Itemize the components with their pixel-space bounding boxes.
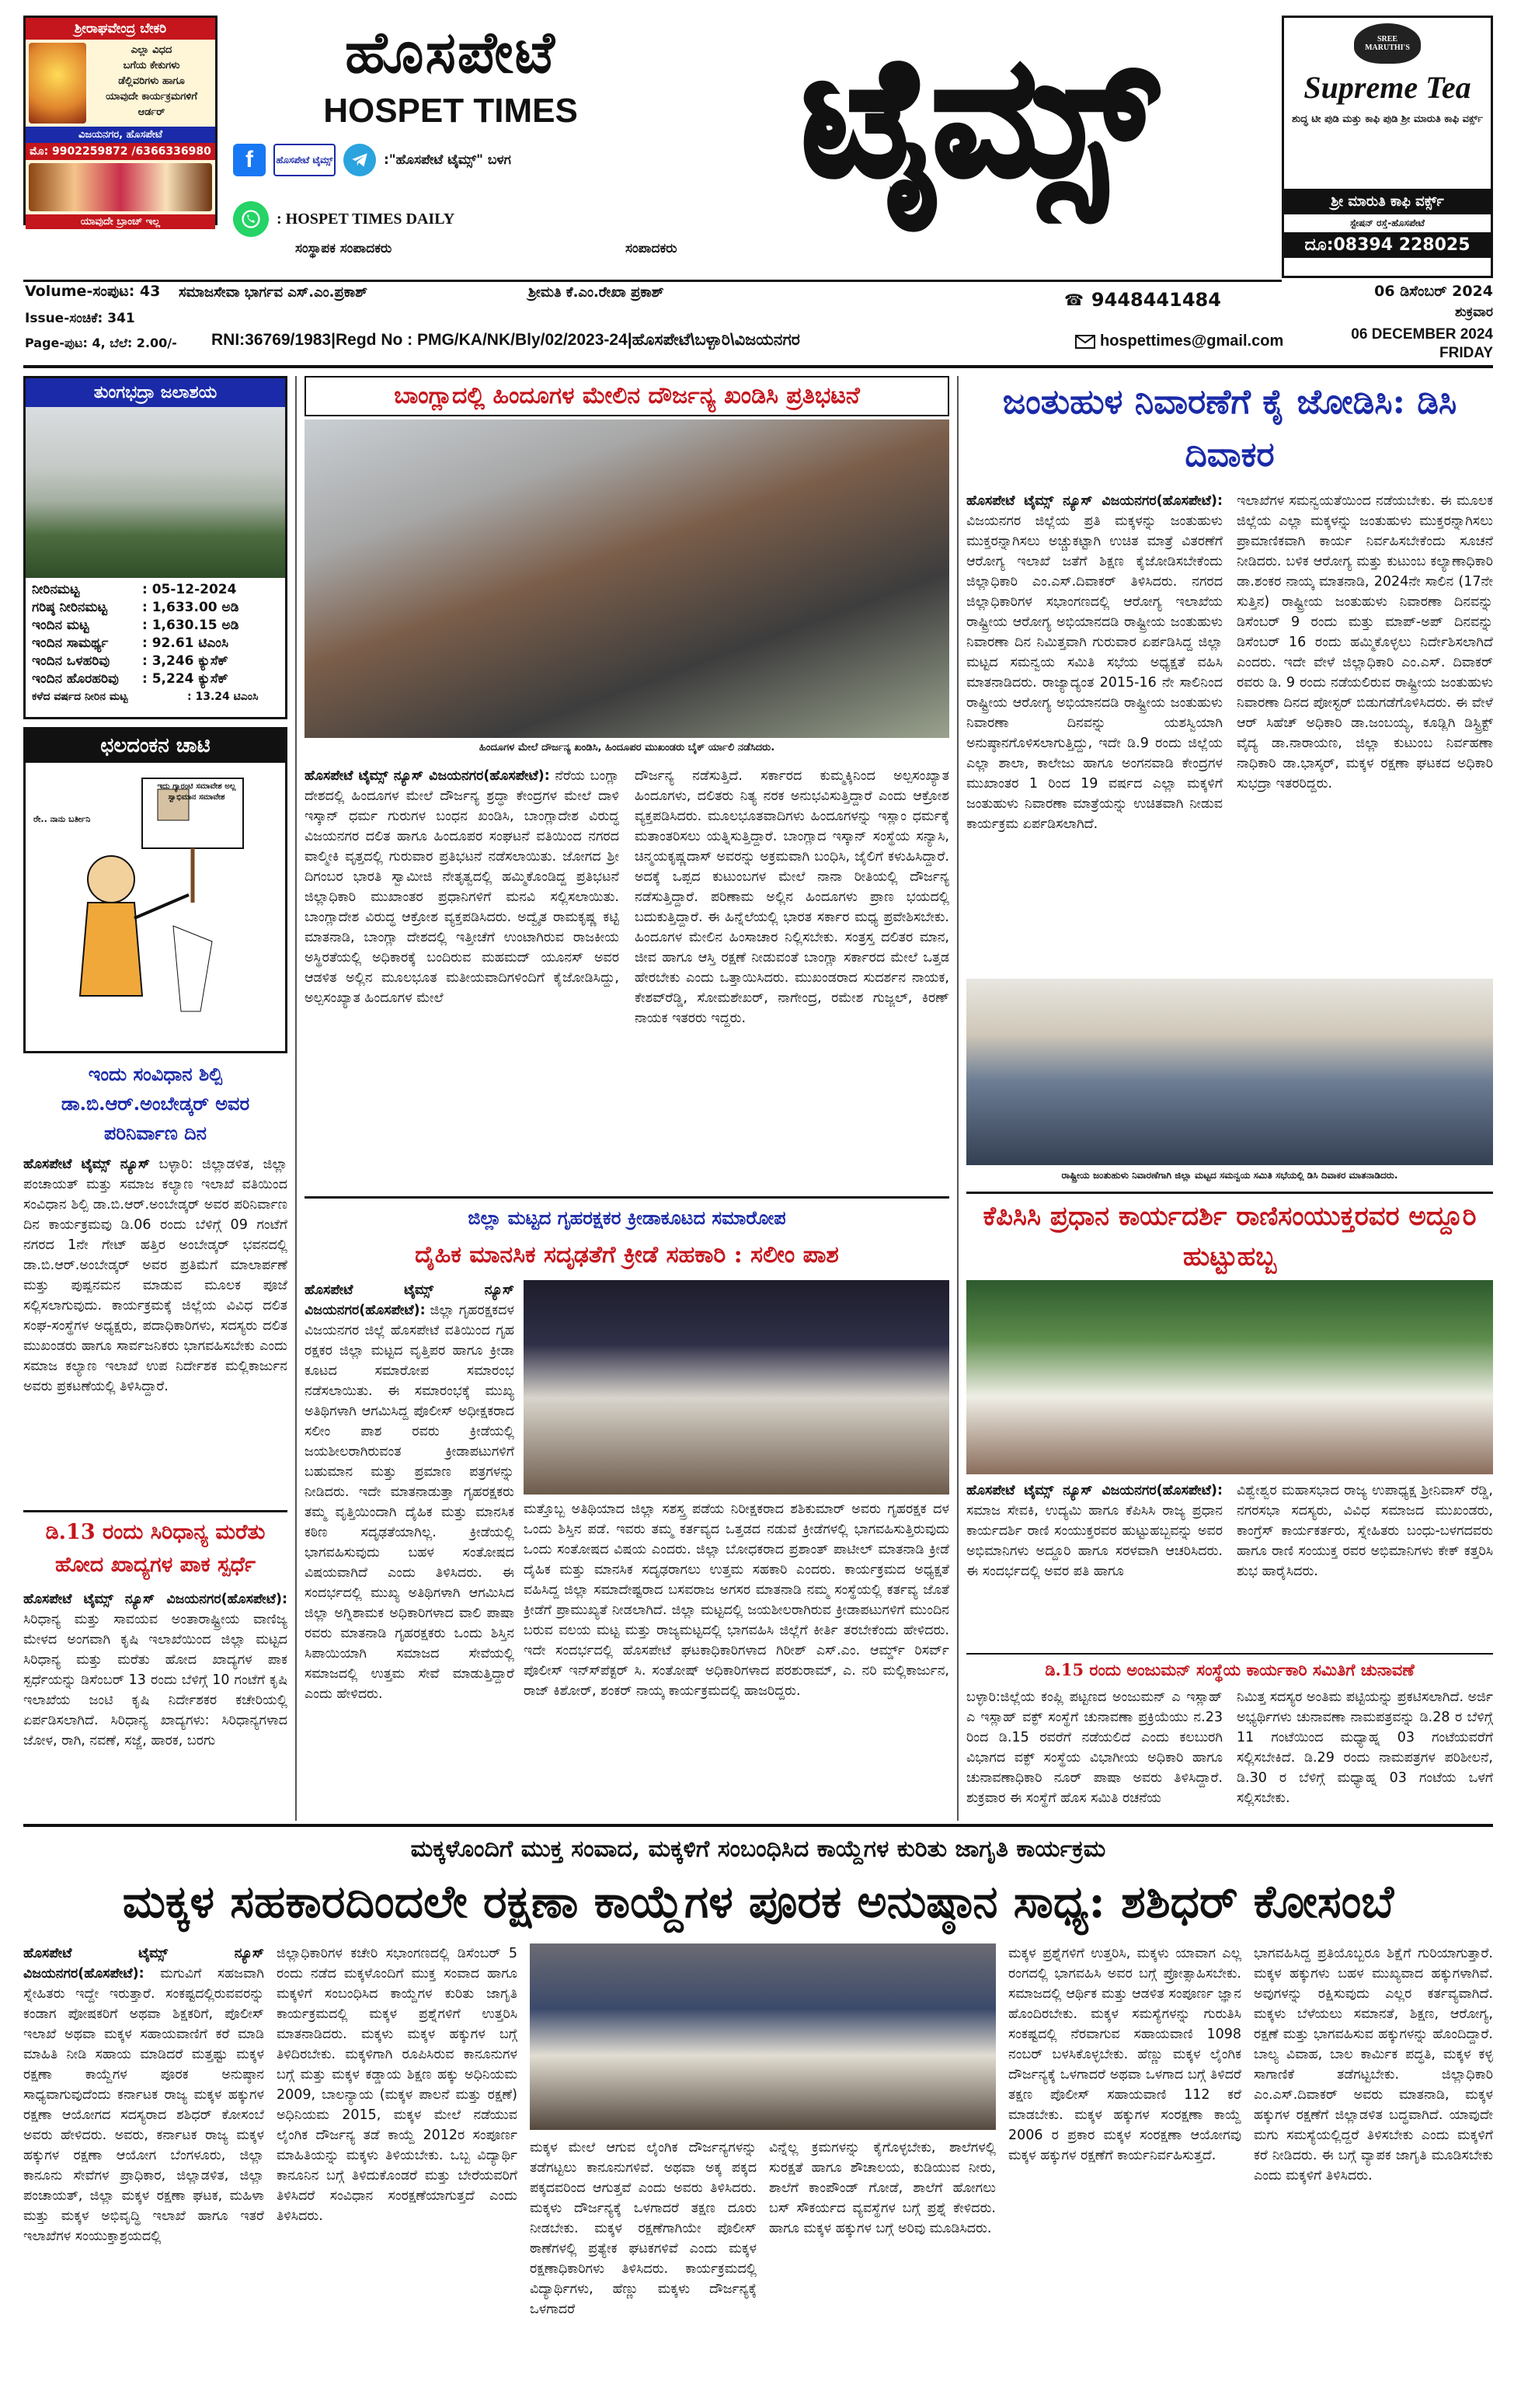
cartoon-credit: ರೇ.. ನಾನು ಬರ್ತೀನಿ: [33, 814, 91, 824]
lead-top-rule: [23, 1824, 1493, 1827]
col-divider-2: [957, 376, 959, 1821]
ad-tea: [1282, 16, 1493, 278]
editor-name: ಶ್ರೀಮತಿ ಕೆ.ಎಂ.ರೇಖಾ ಪ್ರಕಾಶ್: [528, 284, 664, 301]
ad-tea-tagline: ಶುದ್ಧ ಟೀ ಪುಡಿ ಮತ್ತು ಕಾಫಿ ಪುಡಿ ಶ್ರೀ ಮಾರುತಿ ಕಾಫಿ ವರ್ಕ್ಸ್: [1292, 113, 1483, 125]
social-row: [233, 140, 684, 180]
millets-text: ಸಿರಿಧಾನ್ಯ ಮತ್ತು ಸಾವಯವ ಅಂತಾರಾಷ್ಟ್ರೀಯ ವಾಣಿಜ್ಯ ಮೇಳದ ಅಂಗವಾಗಿ ಕೃಷಿ ಇಲಾಖೆಯಿಂದ ಜಿಲ್ಲಾ ಮಟ್ಟದ ಸಿರಿಧಾನ್ಯ ಮತ್ತು ಮರೆತು ಹೋದ ಖಾದ್ಯಗಳ ಪಾಕ ಸ್ಪರ್ಧೆಯನ್ನು ಡಿಸೆಂಬರ್ 13 ರಂದು ಬೆಳಿಗ್ಗೆ 10 ಗಂಟೆಗೆ ಕೃಷಿ ಇಲಾಖೆಯ ಜಂಟಿ ಕೃಷಿ ನಿರ್ದೇಶಕರ ಕಚೇರಿಯಲ್ಲಿ ಏರ್ಪಡಿಸಲಾಗಿದೆ. ಸಿರಿಧಾನ್ಯ ಖಾದ್ಯಗಳು: ಸಿರಿಧಾನ್ಯಗಳಾದ ಜೋಳ, ರಾಗಿ, ನವಣೆ, ಸಜ್ಜೆ, ಹಾರಕ, ಬರಗು: [23, 1612, 287, 1749]
email-address[interactable]: hospettimes@gmail.com: [1100, 332, 1284, 350]
dam-row: ಗರಿಷ್ಠ ನೀರಿನಮಟ್ಟ : 1,633.00 ಅಡಿ: [32, 600, 239, 615]
cartoon-bubble: ಇದು ಗ್ಯಾರಂಟಿ ಸಮಾವೇಶ ಅಲ್ಲ ಸ್ವಾಭಿಮಾನ ಸಮಾವೇಶ: [157, 782, 236, 802]
lead-photo: [530, 1943, 996, 2130]
ad-bakery-line: ಬಗೆಯ ಕೇಕುಗಳು: [123, 60, 180, 71]
facebook-icon[interactable]: f: [233, 144, 266, 176]
homeguards-col2: ಮತ್ತೊಬ್ಬ ಅತಿಥಿಯಾದ ಜಿಲ್ಲಾ ಸಶಸ್ತ್ರ ಪಡೆಯ ನಿರೀಕ್ಷಕರಾದ ಶಶಿಕುಮಾರ್ ಅವರು ಗೃಹರಕ್ಷಕ ದಳ ಒಂದು ಶಿಸ್ತಿನ ಪಡೆ. ಇವರು ತಮ್ಮ ಕರ್ತವ್ಯದ ಒತ್ತಡದ ನಡುವೆ ಕ್ರೀಡೆಗಳಲ್ಲಿ ಭಾಗವಹಿಸುತ್ತಿರುವುದು ಒಂದು ಸಂತೋಷದ ವಿಷಯ ಎಂದರು. ಜಿಲ್ಲಾ ಬೋಧಕರಾದ ಪ್ರಶಾಂತ್ ಪಾಟೀಲ್ ಮಾತನಾಡಿ ಕ್ರೀಡೆ ದೈಹಿಕ ಮತ್ತು ಮಾನಸಿಕ ಸದೃಢರಾಗಲು ಉತ್ತಮ ಸಹಕಾರಿ ಎಂದರು. ಕಾರ್ಯಕ್ರಮದ ಅಧ್ಯಕ್ಷತೆ ವಹಿಸಿದ್ದ ಜಿಲ್ಲಾ ಸಮಾದೇಷ್ಟರಾದ ಬಸವರಾಜ ಅಗಸರ ಮಾತನಾಡಿ ನಮ್ಮ ಸಂಸ್ಥೆಯಲ್ಲಿ ಕರ್ತವ್ಯ ಜೊತೆ ಕ್ರೀಡೆಗೆ ಪ್ರಾಮುಖ್ಯತೆ ನೀಡಲಾಗಿದೆ. ಜಿಲ್ಲಾ ಮಟ್ಟದಲ್ಲಿ ಜಯಶೀಲರಾಗಿರುವ ಕ್ರೀಡಾಪಟುಗಳಿಗೆ ಮುಂದಿನ ಬರುವ ವಲಯ ಮಟ್ಟ ಮತ್ತು ರಾಜ್ಯಮಟ್ಟದಲ್ಲಿ ಭಾಗವಹಿಸಿ ಜಿಲ್ಲೆಗೆ ಕೀರ್ತಿ ತರಬೇಕೆಂದು ಹೇಳಿದರು. ಇದೇ ಸಂದರ್ಭದಲ್ಲಿ ಹೊಸಪೇಟೆ ಘಟಕಾಧಿಕಾರಿಗಳಾದ ಗಿರೀಶ್ ಎಸ್.ಎಂ. ಆರ್ಮ್ಡ್ ರಿಸರ್ವ್ ಪೊಲೀಸ್ ಇನ್ಸ್‍ಪೆಕ್ಟರ್ ಸಿ. ಸಂತೋಷ್ ಅಧಿಕಾರಿಗಳಾದ ಪರಶುರಾಮ್, ಎ. ನರಿ ಮಲ್ಲಿಕಾರ್ಜುನ, ರಾಜ್ ಕಿಶೋರ್, ಶಂಕರ್ ನಾಯ್ಕ ಕಾರ್ಯಕ್ರಮದಲ್ಲಿ ಹಾಜರಿದ್ದರು.: [524, 1502, 949, 1699]
cartoon-box: [23, 727, 287, 1053]
dam-row: ಕಳೆದ ವರ್ಷದ ನೀರಿನ ಮಟ್ಟ : 13.24 ಟಿಎಂಸಿ: [32, 691, 259, 703]
anjuman-col2: ನಿಮಿತ್ತ ಸದಸ್ಯರ ಅಂತಿಮ ಪಟ್ಟಿಯನ್ನು ಪ್ರಕಟಿಸಲಾಗಿದೆ. ಅರ್ಜಿ ಅಭ್ಯರ್ಥಿಗಳು ಚುನಾವಣಾ ನಾಮಪತ್ರವನ್ನು ಡಿ.28 ರ ಬೆಳಿಗ್ಗೆ 11 ಗಂಟೆಯಿಂದ ಮಧ್ಯಾಹ್ನ 03 ಗಂಟೆಯವರೆಗೆ ಸಲ್ಲಿಸಬೇಕಿದೆ. ಡಿ.29 ರಂದು ನಾಮಪತ್ರಗಳ ಪರಿಶೀಲನೆ, ಡಿ.30 ರ ಬೆಳಿಗ್ಗೆ ಮಧ್ಯಾಹ್ನ 03 ಗಂಟೆಯ ಒಳಗೆ ಸಲ್ಲಿಸಬೇಕು.: [1237, 1689, 1493, 1806]
animal-col1: [966, 491, 1223, 973]
ad-tea-address: ಸ್ಟೇಷನ್ ರಸ್ತೆ-ಹೊಸಪೇಟೆ: [1349, 217, 1425, 228]
lead-byline: ಹೊಸಪೇಟೆ ಟೈಮ್ಸ್ ನ್ಯೂಸ್ ವಿಜಯನಗರ(ಹೊಸಪೇಟೆ):: [23, 1946, 264, 1982]
pages: Page-ಪುಟ: 4, ಬೆಲೆ: 2.00/-: [25, 336, 177, 350]
editor-label: ಸಂಪಾದಕರು: [625, 241, 677, 256]
animal-col2: ಇಲಾಖೆಗಳ ಸಮನ್ವಯತೆಯಿಂದ ನಡೆಯಬೇಕು. ಈ ಮೂಲಕ ಜಿಲ್ಲೆಯ ಎಲ್ಲಾ ಮಕ್ಕಳನ್ನು ಜಂತುಹುಳು ಮುಕ್ತರನ್ನಾಗಿಸಲು ಪ್ರಾಮಾಣಿಕವಾಗಿ ಕಾರ್ಯ ನಿರ್ವಹಿಸಬೇಕೆಂದು ಸೂಚನೆ ನೀಡಿದರು. ಬಳಿಕ ಆರೋಗ್ಯ ಮತ್ತು ಕುಟುಂಬ ಕಲ್ಯಾಣಾಧಿಕಾರಿ ಡಾ.ಶಂಕರ ನಾಯ್ಕ ಮಾತನಾಡಿ, 2024ನೇ ಸಾಲಿನ (17ನೇ ಸುತ್ತಿನ) ರಾಷ್ಟ್ರೀಯ ಜಂತುಹುಳು ನಿವಾರಣಾ ದಿನವನ್ನು ಡಿಸೆಂಬರ್ 9 ರಂದು ಮತ್ತು ಮಾಪ್-ಅಪ್ ದಿನವನ್ನು ಡಿಸೆಂಬರ್ 16 ರಂದು ಹಮ್ಮಿಕೊಳ್ಳಲು ನಿರ್ದೇಶಿಸಲಾಗಿದೆ ಎಂದರು. ಇದೇ ವೇಳೆ ಜಿಲ್ಲಾಧಿಕಾರಿ ಎಂ.ಎಸ್. ದಿವಾಕರ್ ರವರು ಡಿ. 9 ರಂದು ನಡೆಯಲಿರುವ ರಾಷ್ಟ್ರೀಯ ಜಂತುಹುಳು ನಿವಾರಣಾ ದಿನದ ಪೋಸ್ಟರ್ ಬಿಡುಗಡೆಗೊಳಿಸಿದರು. ಈ ವೇಳೆ ಆರ್ ಸಿಹೆಚ್ ಅಧಿಕಾರಿ ಡಾ.ಜಂಬಯ್ಯ, ಕೂಡ್ಲಿಗಿ ಡಿಸ್ಟ್ರಿಕ್ಟ್ ವೈದ್ಯ ಡಾ.ನಾರಾಯಣ, ಜಿಲ್ಲಾ ಕುಟುಂಬ ನಿರ್ವಹಣಾ ನಾಧಿಕಾರಿ ಡಾ.ಭಾಸ್ಕರ್, ಮಕ್ಕಳ ರಕ್ಷಣಾ ಘಟಕದ ಅಧಿಕಾರಿ ಸುಭದ್ರಾ ಇತರರಿದ್ದರು.: [1237, 493, 1493, 792]
center-rule-1: [305, 1196, 949, 1199]
founder-name: ಸಮಾಜಸೇವಾ ಭಾರ್ಗವ ಎಸ್.ಎಂ.ಪ್ರಕಾಶ್: [179, 284, 367, 301]
lead-col3: ಮಕ್ಕಳ ಮೇಲೆ ಆಗುವ ಲೈಂಗಿಕ ದೌರ್ಜನ್ಯಗಳನ್ನು ತಡೆಗಟ್ಟಲು ಕಾನೂನುಗಳಿವೆ. ಅಥವಾ ಅಕ್ಕ ಪಕ್ಕದ ಪಕ್ಕದವರಿಂದ ಆಗುತ್ತವೆ ಎಂದು ಅವರು ತಿಳಿಸಿದರು. ಮಕ್ಕಳು ದೌರ್ಜನ್ಯಕ್ಕೆ ಒಳಗಾದರೆ ತಕ್ಷಣ ದೂರು ನೀಡಬೇಕು. ಮಕ್ಕಳ ರಕ್ಷಣೆಗಾಗಿಯೇ ಪೊಲೀಸ್ ಠಾಣೆಗಳಲ್ಲಿ ಪ್ರತ್ಯೇಕ ಘಟಕಗಳಿವೆ ಎಂದು ಮಕ್ಕಳ ರಕ್ಷಣಾಧಿಕಾರಿಗಳು ತಿಳಿಸಿದರು. ಕಾರ್ಯಕ್ರಮದಲ್ಲಿ ವಿದ್ಯಾರ್ಥಿಗಳು, ಹೆಣ್ಣು ಮಕ್ಕಳು ದೌರ್ಜನ್ಯಕ್ಕೆ ಒಳಗಾದರೆ: [530, 2140, 757, 2317]
bangladesh-col2: ದೌರ್ಜನ್ಯ ನಡೆಸುತ್ತಿದೆ. ಸರ್ಕಾರದ ಕುಮ್ಮಕ್ಕಿನಿಂದ ಅಲ್ಪಸಂಖ್ಯಾತ ಹಿಂದೂಗಳು, ದಲಿತರು ನಿತ್ಯ ನರಕ ಅನುಭವಿಸುತ್ತಿದ್ದಾರೆ ಎಂದು ಆಕ್ರೋಶ ವ್ಯಕ್ತಪಡಿಸಿದರು. ಮೂಲಭೂತವಾದಿಗಳು ಹಿಂದೂಗಳನ್ನು ಇಸ್ಲಾಂ ಧರ್ಮಕ್ಕೆ ಮತಾಂತರಿಸಲು ಯತ್ನಿಸುತ್ತಿದ್ದಾರೆ. ಬಾಂಗ್ಲಾದ ಇಸ್ಕಾನ್ ಸಂಸ್ಥೆಯ ಸನ್ಯಾಸಿ, ಚಿನ್ಮಯಕೃಷ್ಣದಾಸ್ ಅವರನ್ನು ಅಕ್ರಮವಾಗಿ ಬಂಧಿಸಿ, ಜೈಲಿಗೆ ಕಳುಹಿಸಿದ್ದಾರೆ. ಅದಕ್ಕೆ ಒಪ್ಪದ ಕುಟುಂಬಗಳ ಮೇಲೆ ನಾನಾ ರೀತಿಯಲ್ಲಿ ದೌರ್ಜನ್ಯ ನಡೆಸುತ್ತಿದ್ದಾರೆ. ಪರಿಣಾಮ ಅಲ್ಲಿನ ಹಿಂದೂಗಳು ಪ್ರಾಣ ಭಯದಲ್ಲಿ ಬದುಕುತ್ತಿದ್ದಾರೆ. ಈ ಹಿನ್ನೆಲೆಯಲ್ಲಿ ಭಾರತ ಸರ್ಕಾರ ಮಧ್ಯ ಪ್ರವೇಶಿಸಬೇಕು. ಹಿಂದೂಗಳ ಮೇಲಿನ ಹಿಂಸಾಚಾರ ನಿಲ್ಲಿಸಬೇಕು. ಸಂತ್ರಸ್ತ ದಲಿತರ ಮಾನ, ಜೀವ ಹಾಗೂ ಆಸ್ತಿ ರಕ್ಷಣೆ ನೀಡುವಂತೆ ಬಾಂಗ್ಲಾ ಸರ್ಕಾರದ ಮೇಲೆ ಒತ್ತಡ ಹೇರಬೇಕು ಎಂದು ಒತ್ತಾಯಿಸಿದರು. ಮುಖಂಡರಾದ ಸುದರ್ಶನ ನಾಯಕ, ಕೇಶವ್‍ರೆಡ್ಡಿ, ಸೋಮಶೇಖರ್, ನಾಗೇಂದ್ರ, ರಮೇಶ ಗುಜ್ಜಲ್, ಕಿರಣ್ ನಾಯಕ ಇತರರು ಇದ್ದರು.: [635, 768, 949, 1026]
anjuman-col1: ಬಳ್ಳಾರಿ:ಜಿಲ್ಲೆಯ ಕಂಪ್ಲಿ ಪಟ್ಟಣದ ಅಂಜುಮನ್ ಎ ಇಸ್ಲಾಹ್ ಎ ಇಸ್ಲಾಹ್ ವಕ್ಫ್ ಸಂಸ್ಥೆಗೆ ಚುನಾವಣಾ ಪ್ರಕ್ರಿಯೆಯು ನ.23 ರಿಂದ ಡಿ.15 ರವರೆಗೆ ನಡೆಯಲಿದೆ ಎಂದು ಕಲಬುರಗಿ ವಿಭಾಗದ ವಕ್ಫ್ ಸಂಸ್ಥೆಯ ವಿಭಾಗೀಯ ಅಧಿಕಾರಿ ಹಾಗೂ ಚುನಾವಣಾಧಿಕಾರಿ ನೂರ್ ಪಾಷಾ ಅವರು ತಿಳಿಸಿದ್ದಾರೆ. ಶುಕ್ರವಾರ ಈ ಸಂಸ್ಥೆಗೆ ಹೊಸ ಸಮಿತಿ ರಚನೆಯ: [966, 1689, 1223, 1806]
lead-col3b: ವಿನ್ನೆಲ್ಲ ಕ್ರಮಗಳನ್ನು ಕೈಗೊಳ್ಳಬೇಕು, ಶಾಲೆಗಳಲ್ಲಿ ಸುರಕ್ಷತೆ ಹಾಗೂ ಶೌಚಾಲಯ, ಕುಡಿಯುವ ನೀರು, ಶಾಲೆಗೆ ಕಾಂಪೌಂಡ್ ಗೋಡೆ, ಶಾಲೆಗೆ ಹೋಗಲು ಬಸ್ ಸೌಕರ್ಯದ ವ್ಯವಸ್ಥೆಗಳ ಬಗ್ಗೆ ಪ್ರಶ್ನೆ ಕೇಳಿದರು. ಹಾಗೂ ಮಕ್ಕಳ ಹಕ್ಕುಗಳ ಬಗ್ಗೆ ಅರಿವು ಮೂಡಿಸಿದರು.: [769, 2140, 996, 2236]
date-en: 06 DECEMBER 2024: [1351, 326, 1493, 343]
cartoon-title: ಛಲದಂಕನ ಚಾಟಿ: [26, 729, 285, 763]
whatsapp-icon[interactable]: [233, 201, 269, 237]
mail-icon: [1075, 335, 1095, 349]
ad-bakery-deity-image: [29, 43, 86, 124]
day-en: FRIDAY: [1439, 345, 1493, 361]
millets-body: [23, 1589, 287, 1819]
ad-tea-phone: ದೂ:08394 228025: [1284, 232, 1491, 258]
kpcc-col1: [966, 1481, 1223, 1650]
lead-col5: ಭಾಗವಹಿಸಿದ್ದ ಪ್ರತಿಯೊಬ್ಬರೂ ಶಿಕ್ಷೆಗೆ ಗುರಿಯಾಗುತ್ತಾರೆ. ಮಕ್ಕಳ ಹಕ್ಕುಗಳು ಬಹಳ ಮುಖ್ಯವಾದ ಹಕ್ಕುಗಳಾಗಿವೆ. ಅವುಗಳನ್ನು ರಕ್ಷಿಸುವುದು ಎಲ್ಲರ ಕರ್ತವ್ಯವಾಗಿದೆ. ಮಕ್ಕಳು ಬೆಳೆಯಲು ಸಮಾನತೆ, ಶಿಕ್ಷಣ, ಆರೋಗ್ಯ, ರಕ್ಷಣೆ ಮತ್ತು ಭಾಗವಹಿಸುವ ಹಕ್ಕುಗಳನ್ನು ಹೊಂದಿದ್ದಾರೆ. ಬಾಲ್ಯ ವಿವಾಹ, ಬಾಲ ಕಾರ್ಮಿಕ ಪದ್ಧತಿ, ಮಕ್ಕಳ ಕಳ್ಳ ಸಾಗಾಣಿಕೆ ತಡೆಗಟ್ಟಬೇಕು. ಜಿಲ್ಲಾಧಿಕಾರಿ ಎಂ.ಎಸ್.ದಿವಾಕರ್ ಅವರು ಮಾತನಾಡಿ, ಮಕ್ಕಳ ಹಕ್ಕುಗಳ ರಕ್ಷಣೆಗೆ ಜಿಲ್ಲಾಡಳಿತ ಬದ್ಧವಾಗಿದೆ. ಯಾವುದೇ ಮಗು ಸಮಸ್ಯೆಯಲ್ಲಿದ್ದರೆ ತಿಳಿಸಬೇಕು ಎಂದು ಮಕ್ಕಳಿಗೆ ಕರೆ ನೀಡಿದರು. ಈ ಬಗ್ಗೆ ವ್ಯಾಪಕ ಜಾಗೃತಿ ಮೂಡಿಸಬೇಕು ಎಂದು ಮಕ್ಕಳಿಗೆ ತಿಳಿಸಿದರು.: [1254, 1946, 1493, 2184]
dam-row: ಇಂದಿನ ಒಳಹರಿವು : 3,246 ಕ್ಯುಸೆಕ್: [32, 653, 228, 669]
homeguards-text-1: ಜಿಲ್ಲಾ ಗೃಹರಕ್ಷಕದಳ ವಿಜಯನಗರ ಜಿಲ್ಲೆ ಹೊಸಪೇಟೆ ವತಿಯಿಂದ ಗೃಹ ರಕ್ಷಕರ ಜಿಲ್ಲಾ ಮಟ್ಟದ ವೃತ್ತಿಪರ ಹಾಗೂ ಕ್ರೀಡಾ ಕೂಟದ ಸಮಾರೋಪ ಸಮಾರಂಭ ನಡೆಸಲಾಯಿತು. ಈ ಸಮಾರಂಭಕ್ಕೆ ಮುಖ್ಯ ಅತಿಥಿಗಳಾಗಿ ಆಗಮಿಸಿದ್ದ ಪೊಲೀಸ್ ಅಧೀಕ್ಷಕರಾದ ಸಲೀಂ ಪಾಶ ರವರು ಕ್ರೀಡೆಯಲ್ಲಿ ಜಯಶೀಲರಾಗಿರುವಂತ ಕ್ರೀಡಾಪಟುಗಳಿಗೆ ಬಹುಮಾನ ಮತ್ತು ಪ್ರಮಾಣ ಪತ್ರಗಳನ್ನು ನೀಡಿದರು. ಇದೇ ಮಾತನಾಡುತ್ತಾ ಗೃಹರಕ್ಷಕರು ತಮ್ಮ ವೃತ್ತಿಯಿಂದಾಗಿ ದೈಹಿಕ ಮತ್ತು ಮಾನಸಿಕ ಕಠಿಣ ಸದೃಢತೆಯಾಗಿಲ್ಲ. ಕ್ರೀಡೆಯಲ್ಲಿ ಭಾಗವಹಿಸುವುದು ಬಹಳ ಸಂತೋಷದ ವಿಷಯವಾಗಿದೆ ಎಂದು ತಿಳಿಸಿದರು. ಈ ಸಂದರ್ಭದಲ್ಲಿ ಮುಖ್ಯ ಅತಿಥಿಗಳಾಗಿ ಆಗಮಿಸಿದ ಜಿಲ್ಲಾ ಅಗ್ನಿಶಾಮಕ ಅಧಿಕಾರಿಗಳಾದ ವಾಲಿ ಪಾಷಾ ರವರು ಮಾತನಾಡಿ ಗೃಹರಕ್ಷಕರು ಒಂದು ಶಿಸ್ತಿನ ಸಿಪಾಯಿಯಾಗಿ ಸಮಾಜದ ಸೇವೆಯಲ್ಲಿ ಸಮಾಜದಲ್ಲಿ ಉತ್ತಮ ಸೇವೆ ಮಾಡುತ್ತಿದ್ದಾರೆ ಎಂದು ಹೇಳಿದರು.: [305, 1303, 514, 1702]
ad-bakery-footer: ಯಾವುದೇ ಬ್ರಾಂಚ್ ಇಲ್ಲ: [26, 214, 215, 229]
kpcc-byline: ಹೊಸಪೇಟೆ ಟೈಮ್ಸ್ ನ್ಯೂಸ್ ವಿಜಯನಗರ(ಹೊಸಪೇಟೆ):: [966, 1483, 1223, 1498]
right-rule-2: [966, 1653, 1493, 1655]
lead-col1: [23, 1943, 264, 2394]
millets-headline: ಡಿ.13 ರಂದು ಸಿರಿಧಾನ್ಯ ಮರೆತು ಹೋದ ಖಾದ್ಯಗಳ ಪಾಕ ಸ್ಪರ್ಧೆ: [45, 1520, 266, 1577]
homeguards-headline: ದೈಹಿಕ ಮಾನಸಿಕ ಸದೃಢತೆಗೆ ಕ್ರೀಡೆ ಸಹಕಾರಿ : ಸಲೀಂ ಪಾಶ: [415, 1241, 839, 1268]
ad-bakery-line: ಯಾವುದೇ ಕಾರ್ಯಕ್ರಮಗಳಿಗೆ ಆರ್ಡರ್: [106, 91, 197, 118]
lead-kicker: ಮಕ್ಕಳೊಂದಿಗೆ ಮುಕ್ತ ಸಂವಾದ, ಮಕ್ಕಳಿಗೆ ಸಂಬಂಧಿಸಿದ ಕಾಯ್ದೆಗಳ ಕುರಿತು ಜಾಗೃತಿ ಕಾರ್ಯಕ್ರಮ: [410, 1836, 1106, 1863]
lead-headline: ಮಕ್ಕಳ ಸಹಕಾರದಿಂದಲೇ ರಕ್ಷಣಾ ಕಾಯ್ದೆಗಳ ಪೂರಕ ಅನುಷ್ಠಾನ ಸಾಧ್ಯ: ಶಶಿಧರ್ ಕೋಸಂಬೆ: [122, 1875, 1394, 1928]
dam-title: ತುಂಗಭದ್ರಾ ಜಲಾಶಯ: [26, 378, 285, 407]
lead-col4: ಮಕ್ಕಳ ಪ್ರಶ್ನೆಗಳಿಗೆ ಉತ್ತರಿಸಿ, ಮಕ್ಕಳು ಯಾವಾಗ ಎಲ್ಲ ರಂಗದಲ್ಲಿ ಭಾಗವಹಿಸಿ ಅವರ ಬಗ್ಗೆ ಪ್ರೋತ್ಸಾಹಿಸಬೇಕು. ಸಮಾಜದಲ್ಲಿ ಆರ್ಥಿಕ ಮತ್ತು ಆಡಳಿತ ಸಂಪೂರ್ಣ ಜ್ಞಾನ ಹೊಂದಿರಬೇಕು. ಮಕ್ಕಳ ಸಮಸ್ಯೆಗಳನ್ನು ಗುರುತಿಸಿ ಸಂಕಷ್ಟದಲ್ಲಿ ನೆರವಾಗುವ ಸಹಾಯವಾಣಿ 1098 ನಂಬರ್ ಬಳಸಿಕೊಳ್ಳಬೇಕು. ಹೆಣ್ಣು ಮಕ್ಕಳ ಲೈಂಗಿಕ ದೌರ್ಜನ್ಯಕ್ಕೆ ಒಳಗಾದರೆ ಅಥವಾ ಒಳಗಾದ ಬಗ್ಗೆ ತಿಳಿದರೆ ತಕ್ಷಣ ಪೊಲೀಸ್ ಸಹಾಯವಾಣಿ 112 ಕರೆ ಮಾಡಬೇಕು. ಮಕ್ಕಳ ಹಕ್ಕುಗಳ ಸಂರಕ್ಷಣಾ ಕಾಯ್ದೆ 2006 ರ ಪ್ರಕಾರ ಮಕ್ಕಳ ಸಂರಕ್ಷಣಾ ಆಯೋಗವು ಮಕ್ಕಳ ಹಕ್ಕುಗಳ ರಕ್ಷಣೆಗೆ ಕಾರ್ಯನಿರ್ವಹಿಸುತ್ತದೆ.: [1008, 1946, 1241, 2163]
animal-headline: ಜಂತುಹುಳ ನಿವಾರಣೆಗೆ ಕೈ ಜೋಡಿಸಿ: ಡಿಸಿ ದಿವಾಕರ: [1002, 382, 1457, 475]
lead-col2: ಜಿಲ್ಲಾಧಿಕಾರಿಗಳ ಕಚೇರಿ ಸಭಾಂಗಣದಲ್ಲಿ ಡಿಸೆಂಬರ್ 5 ರಂದು ನಡೆದ ಮಕ್ಕಳೊಂದಿಗೆ ಮುಕ್ತ ಸಂವಾದ ಹಾಗೂ ಮಕ್ಕಳಿಗೆ ಸಂಬಂಧಿಸಿದ ಕಾಯ್ದೆಗಳ ಕುರಿತು ಜಾಗೃತಿ ಕಾರ್ಯಕ್ರಮದಲ್ಲಿ ಮಕ್ಕಳ ಪ್ರಶ್ನೆಗಳಿಗೆ ಉತ್ತರಿಸಿ ಮಾತನಾಡಿದರು. ಮಕ್ಕಳು ಮಕ್ಕಳ ಹಕ್ಕುಗಳ ಬಗ್ಗೆ ತಿಳಿದಿರಬೇಕು. ಮಕ್ಕಳಿಗಾಗಿ ರೂಪಿಸಿರುವ ಕಾನೂನುಗಳ ಬಗ್ಗೆ ಮತ್ತು ಮಕ್ಕಳ ಕಡ್ಡಾಯ ಶಿಕ್ಷಣ ಹಕ್ಕು ಅಧಿನಿಯಮ 2009, ಬಾಲನ್ಯಾಯ (ಮಕ್ಕಳ ಪಾಲನೆ ಮತ್ತು ರಕ್ಷಣೆ) ಅಧಿನಿಯಮ 2015, ಮಕ್ಕಳ ಮೇಲೆ ನಡೆಯುವ ಲೈಂಗಿಕ ದೌರ್ಜನ್ಯ ತಡೆ ಕಾಯ್ದೆ 2012ರ ಸಂಪೂರ್ಣ ಮಾಹಿತಿಯನ್ನು ಮಕ್ಕಳು ತಿಳಿಯಬೇಕು. ಒಬ್ಬ ವಿದ್ಯಾರ್ಥಿ ಕಾನೂನಿನ ಬಗ್ಗೆ ತಿಳಿದುಕೊಂಡರೆ ಮತ್ತು ಬೇರೆಯವರಿಗೆ ತಿಳಿಸಿದರೆ ಸಂವಿಧಾನ ಸಂರಕ್ಷಣೆಯಾಗುತ್ತದೆ ಎಂದು ತಿಳಿಸಿದರು.: [277, 1946, 517, 2224]
ad-bakery-phone: ಮೊ: 9902259872 /6366336980: [26, 143, 215, 160]
bangladesh-headline: ಬಾಂಗ್ಲಾದಲ್ಲಿ ಹಿಂದೂಗಳ ಮೇಲಿನ ದೌರ್ಜನ್ಯ ಖಂಡಿಸಿ ಪ್ರತಿಭಟನೆ: [305, 376, 949, 416]
dam-row: ಇಂದಿನ ಹೊರಹರಿವು : 5,224 ಕ್ಯುಸೆಕ್: [32, 671, 228, 687]
ad-bakery-line: ಎಲ್ಲಾ ವಿಧದ: [131, 44, 172, 56]
kpcc-text-1: ಸಮಾಜ ಸೇವಕಿ, ಉದ್ಯಮಿ ಹಾಗೂ ಕೆಪಿಸಿಸಿ ರಾಜ್ಯ ಪ್ರಧಾನ ಕಾರ್ಯದರ್ಶಿ ರಾಣಿ ಸಂಯುಕ್ತರವರ ಹುಟ್ಟುಹಬ್ಬವನ್ನು ಅವರ ಅಭಿಮಾನಿಗಳು ಅದ್ದೂರಿ ಹಾಗೂ ಸರಳವಾಗಿ ಆಚರಿಸಿದರು. ಈ ಸಂದರ್ಭದಲ್ಲಿ ಅವರ ಪತಿ ಹಾಗೂ: [966, 1503, 1223, 1579]
phone-row: [1064, 289, 1221, 311]
dam-box: [23, 376, 287, 719]
bangladesh-text-1: ನೆರೆಯ ಬಂಗ್ಲಾ ದೇಶದಲ್ಲಿ ಹಿಂದೂಗಳ ಮೇಲೆ ದೌರ್ಜನ್ಯ ಶ್ರದ್ಧಾ ಕೇಂದ್ರಗಳ ಮೇಲೆ ದಾಳಿ ಇಸ್ಕಾನ್ ಧರ್ಮ ಗುರುಗಳ ಬಂಧನ ಖಂಡಿಸಿ, ಬಾಂಗ್ಲಾದೇಶ ವಿರುದ್ಧ ವಿಜಯನಗರ ದಲಿತ ಹಾಗೂ ಹಿಂದೂಪರ ಸಂಘಟನೆ ವತಿಯಿಂದ ನಗರದ ವಾಲ್ಮೀಕಿ ವೃತ್ತದಲ್ಲಿ ಗುರುವಾರ ಪ್ರತಿಭಟನೆ ನಡೆಸಲಾಯಿತು. ಜೋಗದ ಶ್ರೀ ದಿಗಂಬರ ಭಾರತಿ ಸ್ವಾಮೀಜಿ ನೇತೃತ್ವದಲ್ಲಿ ಹಮ್ಮಿಕೊಂಡಿದ್ದ ಪ್ರತಿಭಟನೆ ಜಿಲ್ಲಾಧಿಕಾರಿ ಮುಖಾಂತರ ಪ್ರಧಾನಿಗಳಿಗೆ ಮನವಿ ಸಲ್ಲಿಸಲಾಯಿತು. ಬಾಂಗ್ಲಾದೇಶ ವಿರುದ್ಧ ಆಕ್ರೋಶ ವ್ಯಕ್ತಪಡಿಸಿದರು. ಅದ್ವೈತ ರಾಮಕೃಷ್ಣ ಕಟ್ಟಿ ಮಾತನಾಡಿ, ಬಾಂಗ್ಲಾ ದೇಶದಲ್ಲಿ ಇತ್ತೀಚೆಗೆ ಉಂಟಾಗಿರುವ ರಾಜಕೀಯ ಅಸ್ಥಿರತೆಯಲ್ಲಿ ಅಧಿಕಾರಕ್ಕೆ ಬಂದಿರುವ ಮಹಮದ್ ಯೂನಸ್ ಅವರ ಆಡಳಿತ ಅಲ್ಲಿನ ಮೂಲಭೂತ ಮತೀಯವಾದಿಗಳಿಂದಿಗೆ ಕೈಜೋಡಿಸಿದ್ದು, ಅಲ್ಪಸಂಖ್ಯಾತ ಹಿಂದೂಗಳ ಮೇಲೆ: [305, 768, 619, 1006]
social-label: ಹೊಸಪೇಟೆ ಟೈಮ್ಸ್: [273, 144, 336, 176]
homeguards-col1: [305, 1280, 514, 1816]
masthead-title-big: ಟೈಮ್ಸ್: [802, 20, 1156, 212]
masthead-rule: [23, 280, 1282, 282]
dam-photo: [26, 407, 285, 578]
date-kn: 06 ಡಿಸೆಂಬರ್ 2024: [1374, 283, 1493, 300]
ad-bakery: [23, 16, 218, 228]
ambedkar-body: [23, 1154, 287, 1505]
phone-number[interactable]: 9448441484: [1091, 289, 1221, 311]
ad-tea-logo: SREE MARUTHI'S: [1354, 23, 1421, 64]
founder-label: ಸಂಸ್ಥಾಪಕ ಸಂಪಾದಕರು: [295, 241, 392, 256]
col-divider-1: [295, 376, 297, 1821]
whatsapp-row: [233, 200, 621, 238]
dam-row: ಇಂದಿನ ಸಾಮರ್ಥ್ಯ : 92.61 ಟಿಎಂಸಿ: [32, 635, 228, 651]
kpcc-headline: ಕೆಪಿಸಿಸಿ ಪ್ರಧಾನ ಕಾರ್ಯದರ್ಶಿ ರಾಣಿಸಂಯುಕ್ತರವರ ಅದ್ದೂರಿ ಹುಟ್ಟುಹಬ್ಬ: [983, 1201, 1477, 1272]
dam-row: ಇಂದಿನ ಮಟ್ಟ : 1,630.15 ಅಡಿ: [32, 618, 239, 633]
animal-caption: ರಾಷ್ಟ್ರೀಯ ಜಂತುಹುಳು ನಿವಾರಣೆಗಾಗಿ ಜಿಲ್ಲಾ ಮಟ್ಟದ ಸಮನ್ವಯ ಸಮಿತಿ ಸಭೆಯಲ್ಲಿ ಡಿಸಿ ದಿವಾಕರ ಮಾತನಾಡಿದರು.: [1061, 1170, 1398, 1181]
millets-byline: ಹೊಸಪೇಟೆ ಟೈಮ್ಸ್ ನ್ಯೂಸ್ ವಿಜಯನಗರ(ಹೊಸಪೇಟೆ):: [23, 1592, 287, 1607]
kpcc-photo: [966, 1280, 1493, 1474]
ad-tea-product: Supreme Tea: [1303, 70, 1471, 105]
animal-byline: ಹೊಸಪೇಟೆ ಟೈಮ್ಸ್ ನ್ಯೂಸ್ ವಿಜಯನಗರ(ಹೊಸಪೇಟೆ):: [966, 493, 1223, 509]
right-rule-1: [966, 1192, 1493, 1194]
ad-bakery-address: ವಿಜಯನಗರ, ಹೊಸಪೇಟೆ: [26, 127, 215, 143]
homeguards-kicker: ಜಿಲ್ಲಾ ಮಟ್ಟದ ಗೃಹರಕ್ಷಕರ ಕ್ರೀಡಾಕೂಟದ ಸಮಾರೋಪ: [468, 1206, 786, 1229]
bangladesh-byline: ಹೊಸಪೇಟೆ ಟೈಮ್ಸ್ ನ್ಯೂಸ್ ವಿಜಯನಗರ(ಹೊಸಪೇಟೆ):: [305, 768, 550, 784]
lead-text-1: ಮಗುವಿಗೆ ಸಹಜವಾಗಿ ಸ್ನೇಹಿತರು ಇದ್ದೇ ಇರುತ್ತಾರೆ. ಸಂಕಷ್ಟದಲ್ಲಿರುವವರನ್ನು ಕಂಡಾಗ ಪೋಷಕರಿಗೆ ಅಥವಾ ಶಿಕ್ಷಕರಿಗೆ, ಪೊಲೀಸ್ ಇಲಾಖೆ ಅಥವಾ ಮಕ್ಕಳ ಸಹಾಯವಾಣಿಗೆ ಕರೆ ಮಾಡಿ ಮಾಹಿತಿ ನೀಡಿ ಸಹಾಯ ಮಾಡಿದರೆ ಮತ್ತಷ್ಟು ಮಕ್ಕಳ ರಕ್ಷಣಾ ಕಾಯ್ದೆಗಳ ಪೂರಕ ಅನುಷ್ಠಾನ ಸಾಧ್ಯವಾಗುವುದೆಂದು ಕರ್ನಾಟಕ ರಾಜ್ಯ ಮಕ್ಕಳ ಹಕ್ಕುಗಳ ರಕ್ಷಣಾ ಆಯೋಗದ ಸದಸ್ಯರಾದ ಶಶಿಧರ್ ಕೋಸಂಬೆ ಅವರು ಹೇಳಿದರು. ಅವರು, ಕರ್ನಾಟಕ ರಾಜ್ಯ ಮಕ್ಕಳ ಹಕ್ಕುಗಳ ರಕ್ಷಣಾ ಆಯೋಗ ಬೆಂಗಳೂರು, ಜಿಲ್ಲಾ ಕಾನೂನು ಸೇವೆಗಳ ಪ್ರಾಧಿಕಾರ, ಜಿಲ್ಲಾಡಳಿತ, ಜಿಲ್ಲಾ ಪಂಚಾಯತ್, ಜಿಲ್ಲಾ ಮಕ್ಕಳ ರಕ್ಷಣಾ ಘಟಕ, ಮಹಿಳಾ ಮತ್ತು ಮಕ್ಕಳ ಅಭಿವೃದ್ಧಿ ಇಲಾಖೆ ಹಾಗೂ ಇತರೆ ಇಲಾಖೆಗಳ ಸಂಯುಕ್ತಾಶ್ರಯದಲ್ಲಿ: [23, 1966, 264, 2244]
masthead-title-kn: ಹೊಸಪೇಟೆ: [345, 19, 556, 86]
phone-icon: ☎: [1064, 291, 1084, 309]
dam-row: ನೀರಿನಮಟ್ಟ : 05-12-2024: [32, 582, 237, 597]
kpcc-col2: ವಿಶ್ವೇಶ್ವರ ಮಹಾಸಭಾದ ರಾಜ್ಯ ಉಪಾಧ್ಯಕ್ಷ ಶ್ರೀನಿವಾಸ್ ರೆಡ್ಡಿ, ನಗರಸಭಾ ಸದಸ್ಯರು, ವಿವಿಧ ಸಮಾಜದ ಮುಖಂಡರು, ಕಾಂಗ್ರೆಸ್ ಕಾರ್ಯಕರ್ತರು, ಸ್ನೇಹಿತರು ಬಂಧು-ಬಳಗದವರು ಹಾಗೂ ರಾಣಿ ಸಂಯುಕ್ತ ರವರ ಅಭಿಮಾನಿಗಳು ಕೇಕ್ ಕತ್ತರಿಸಿ ಶುಭ ಹಾರೈಸಿದರು.: [1237, 1483, 1493, 1579]
ad-bakery-line: ಡೆಲ್ಲಿವರಿಗಳು ಹಾಗೂ: [118, 75, 185, 87]
whatsapp-text: : HOSPET TIMES DAILY: [277, 210, 455, 228]
header-bottom-rule: [23, 365, 1493, 368]
cartoon-drawing: [26, 763, 285, 1042]
anjuman-headline: ಡಿ.15 ರಂದು ಅಂಜುಮನ್ ಸಂಸ್ಥೆಯ ಕಾರ್ಯಕಾರಿ ಸಮಿತಿಗೆ ಚುನಾವಣೆ: [1045, 1660, 1415, 1679]
ambedkar-headline: ಇಂದು ಸಂವಿಧಾನ ಶಿಲ್ಪಿ ಡಾ.ಬಿ.ಆರ್.ಅಂಬೇಡ್ಕರ್ ಅವರ ಪರಿನಿರ್ವಾಣ ದಿನ: [61, 1063, 250, 1144]
telegram-icon[interactable]: [343, 144, 376, 176]
left-rule: [23, 1510, 287, 1512]
day-kn: ಶುಕ್ರವಾರ: [1455, 304, 1493, 320]
ad-bakery-cakes-image: [29, 163, 212, 211]
ad-bakery-title: ಶ್ರೀರಾಘವೇಂದ್ರ ಬೇಕರಿ: [26, 18, 215, 40]
bangladesh-col1: [305, 766, 619, 1193]
animal-text-1: ವಿಜಯನಗರ ಜಿಲ್ಲೆಯ ಪ್ರತಿ ಮಕ್ಕಳನ್ನು ಜಂತುಹುಳು ಮುಕ್ತರನ್ನಾಗಿಸಲು ಅಚ್ಚುಕಟ್ಟಾಗಿ ಉಚಿತ ಮಾತ್ರೆ ವಿತರಣೆಗೆ ಆರೋಗ್ಯ ಇಲಾಖೆ ಜತೆಗೆ ಶಿಕ್ಷಣ ಕೈಜೋಡಿಸಬೇಕೆಂದು ಜಿಲ್ಲಾಧಿಕಾರಿ ಎಂ.ಎಸ್.ದಿವಾಕರ್ ತಿಳಿಸಿದರು. ನಗರದ ಜಿಲ್ಲಾಧಿಕಾರಿಗಳ ಸಭಾಂಗಣದಲ್ಲಿ ಆರೋಗ್ಯ ಇಲಾಖೆಯ ರಾಷ್ಟ್ರೀಯ ಆರೋಗ್ಯ ಅಭಿಯಾನದಡಿ ರಾಷ್ಟ್ರೀಯ ಜಂತುಹುಳು ನಿವಾರಣಾ ದಿನ ನಿಮಿತ್ತವಾಗಿ ಗುರುವಾರ ಏರ್ಪಡಿಸಿದ್ದ ಜಿಲ್ಲಾ ಮಟ್ಟದ ಸಮನ್ವಯ ಸಮಿತಿ ಸಭೆಯ ಅಧ್ಯಕ್ಷತೆ ವಹಿಸಿ ಮಾತನಾಡಿದರು. ರಾಜ್ಯಾದ್ಯಂತ 2015-16 ನೇ ಸಾಲಿನಿಂದ ರಾಷ್ಟ್ರೀಯ ಆರೋಗ್ಯ ಅಭಿಯಾನದಡಿ ರಾಷ್ಟ್ರೀಯ ಜಂತುಹುಳು ನಿವಾರಣಾ ದಿನವನ್ನು ಯಶಸ್ವಿಯಾಗಿ ಅನುಷ್ಠಾನಗೊಳಿಸಲಾಗುತ್ತಿದ್ದು, ಇದೇ ಡಿ.9 ರಂದು ಜಿಲ್ಲೆಯ ಎಲ್ಲಾ ಶಾಲಾ, ಕಾಲೇಜು ಹಾಗೂ ಅಂಗನವಾಡಿ ಕೇಂದ್ರಗಳ ಮುಖಾಂತರ 1 ರಿಂದ 19 ವರ್ಷದ ಎಲ್ಲಾ ಮಕ್ಕಳಿಗೆ ಜಂತುಹುಳು ನಿವಾರಣಾ ಮಾತ್ರೆಯನ್ನು ಉಚಿತವಾಗಿ ನೀಡುವ ಕಾರ್ಯಕ್ರಮ ಏರ್ಪಡಿಸಲಾಗಿದೆ.: [966, 513, 1223, 832]
bangladesh-caption: ಹಿಂದೂಗಳ ಮೇಲೆ ದೌರ್ಜನ್ಯ ಖಂಡಿಸಿ, ಹಿಂದೂಪರ ಮುಖಂಡರು ಬೈಕ್ ರ್ಯಾಲಿ ನಡೆಸಿದರು.: [479, 742, 775, 753]
reg-line: RNI:36769/1983|Regd No : PMG/KA/NK/Bly/02/2023-24|ಹೊಸಪೇಟೆ\ಬಳ್ಳಾರಿ\ವಿಜಯನಗರ: [211, 331, 800, 349]
bangladesh-photo: [305, 419, 949, 738]
ambedkar-text: ಬಳ್ಳಾರಿ: ಜಿಲ್ಲಾಡಳಿತ, ಜಿಲ್ಲಾ ಪಂಚಾಯತ್ ಮತ್ತು ಸಮಾಜ ಕಲ್ಯಾಣ ಇಲಾಖೆ ವತಿಯಿಂದ ಸಂವಿಧಾನ ಶಿಲ್ಪಿ ಡಾ.ಬಿ.ಆರ್.ಅಂಬೇಡ್ಕರ್ ಅವರ ಪರಿನಿರ್ವಾಣ ದಿನ ಕಾರ್ಯಕ್ರಮವು ಡಿ.06 ರಂದು ಬೆಳಿಗ್ಗೆ 09 ಗಂಟೆಗೆ ನಗರದ 1ನೇ ಗೇಟ್ ಹತ್ತಿರ ಅಂಬೇಡ್ಕರ್ ಭವನದಲ್ಲಿ ಡಾ.ಬಿ.ಆರ್.ಅಂಬೇಡ್ಕರ್ ಅವರ ಪ್ರತಿಮೆಗೆ ಮಾಲಾರ್ಪಣೆ ಮತ್ತು ಪುಷ್ಪನಮನ ಮಾಡುವ ಮೂಲಕ ಪೂಜೆ ಸಲ್ಲಿಸಲಾಗುವುದು. ಕಾರ್ಯಕ್ರಮಕ್ಕೆ ಜಿಲ್ಲೆಯ ವಿವಿಧ ದಲಿತ ಸಂಘ-ಸಂಸ್ಥೆಗಳ ಅಧ್ಯಕ್ಷರು, ಪದಾಧಿಕಾರಿಗಳು, ಸದಸ್ಯರು ದಲಿತ ಮುಖಂಡರು ಹಾಗೂ ಸಾರ್ವಜನಿಕರು ಭಾಗವಹಿಸಬೇಕು ಎಂದು ಸಮಾಜ ಕಲ್ಯಾಣ ಇಲಾಖೆ ಉಪ ನಿರ್ದೇಶಕ ಮಲ್ಲಿಕಾರ್ಜುನ ಅವರು ಪ್ರಕಟಣೆಯಲ್ಲಿ ತಿಳಿಸಿದ್ದಾರೆ.: [23, 1157, 287, 1394]
animal-photo: [966, 979, 1493, 1165]
homeguards-photo: [524, 1280, 949, 1495]
masthead-title-en: HOSPET TIMES: [323, 92, 578, 130]
homeguards-byline: ಹೊಸಪೇಟೆ ಟೈಮ್ಸ್ ನ್ಯೂಸ್ ವಿಜಯನಗರ(ಹೊಸಪೇಟೆ):: [305, 1282, 514, 1318]
telegram-text: :"ಹೊಸಪೇಟೆ ಟೈಮ್ಸ್" ಬಳಗ: [384, 152, 511, 168]
issue: Issue-ಸಂಚಿಕೆ: 341: [25, 311, 135, 326]
ad-tea-company: ಶ್ರೀ ಮಾರುತಿ ಕಾಫಿ ವರ್ಕ್ಸ್: [1284, 189, 1491, 214]
volume: Volume-ಸಂಪುಟ: 43: [25, 283, 161, 300]
ambedkar-byline: ಹೊಸಪೇಟೆ ಟೈಮ್ಸ್ ನ್ಯೂಸ್: [23, 1157, 151, 1172]
email-row: [1075, 332, 1283, 350]
